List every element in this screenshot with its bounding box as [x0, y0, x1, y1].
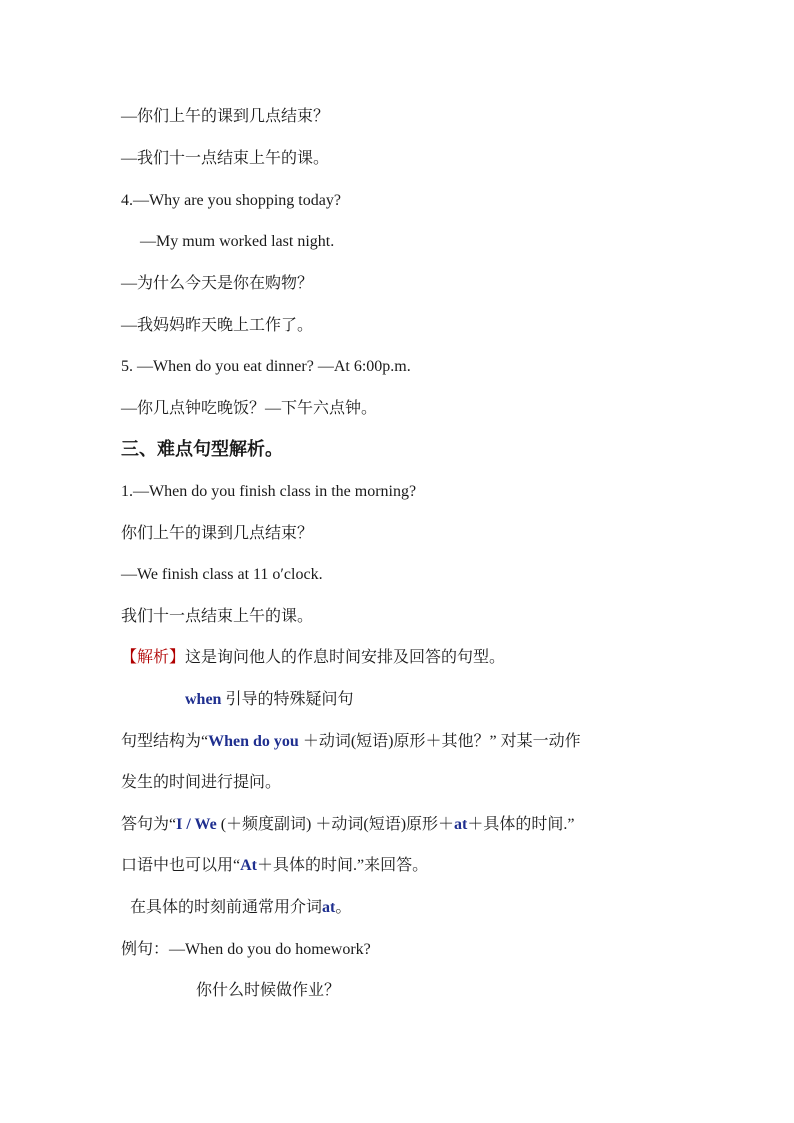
analysis-line — [121, 647, 505, 669]
structure-prefix: 句型结构为“ — [121, 733, 209, 750]
preposition-line — [130, 897, 351, 919]
example-question-translation: 你们上午的课到几点结束？ — [121, 525, 314, 542]
example-answer-translation: 我们十一点结束上午的课。 — [121, 608, 314, 625]
preposition-text: 在具体的时刻前通常用介词 — [130, 899, 323, 916]
preposition-end: 。 — [335, 899, 352, 916]
when-keyword: when — [185, 691, 222, 708]
oral-keyword: At — [240, 857, 257, 874]
oral-prefix: 口语中也可以用“ — [121, 857, 241, 874]
answer-structure-line — [121, 814, 574, 836]
oral-line — [121, 855, 428, 877]
example-chinese: 你什么时候做作业？ — [196, 982, 341, 999]
when-line — [185, 689, 353, 711]
dialogue-line: 5. —When do you eat dinner? —At 6:00p.m. — [121, 358, 411, 375]
preposition-keyword: at — [322, 899, 336, 916]
structure-line-2: 发生的时间进行提问。 — [121, 774, 282, 791]
dialogue-line: —你几点钟吃晚饭？—下午六点钟。 — [121, 400, 378, 417]
answer-keyword: I / We — [176, 816, 217, 833]
dialogue-line: —为什么今天是你在购物？ — [121, 275, 314, 292]
oral-suffix: ＋具体的时间.”来回答。 — [257, 857, 429, 874]
answer-suffix: (＋频度副词) ＋动词(短语)原形＋ — [216, 816, 455, 833]
example-sentence-line — [121, 939, 371, 961]
analysis-label: 【解析】 — [121, 649, 186, 666]
dialogue-line: —你们上午的课到几点结束？ — [121, 108, 330, 125]
example-label: 例句： — [121, 941, 170, 958]
section-heading: 三、难点句型解析。 — [121, 439, 283, 459]
example-english: —When do you do homework? — [169, 941, 371, 958]
dialogue-line: 4.—Why are you shopping today? — [121, 192, 341, 209]
when-description: 引导的特殊疑问句 — [221, 691, 354, 708]
analysis-text: 这是询问他人的作息时间安排及回答的句型。 — [185, 649, 506, 666]
dialogue-line: —My mum worked last night. — [140, 233, 335, 250]
structure-keyword: When do you — [208, 733, 299, 750]
example-question: 1.—When do you finish class in the morning? — [121, 483, 417, 500]
answer-prefix: 答句为“ — [121, 816, 177, 833]
answer-end: ＋具体的时间.” — [467, 816, 575, 833]
answer-at-keyword: at — [454, 816, 468, 833]
dialogue-line: —我们十一点结束上午的课。 — [121, 150, 330, 167]
dialogue-line: —我妈妈昨天晚上工作了。 — [121, 317, 314, 334]
example-answer: —We finish class at 11 o′clock. — [121, 566, 323, 583]
structure-suffix: ＋动词(短语)原形＋其他？” 对某一动作 — [298, 733, 581, 750]
structure-line — [121, 731, 581, 753]
